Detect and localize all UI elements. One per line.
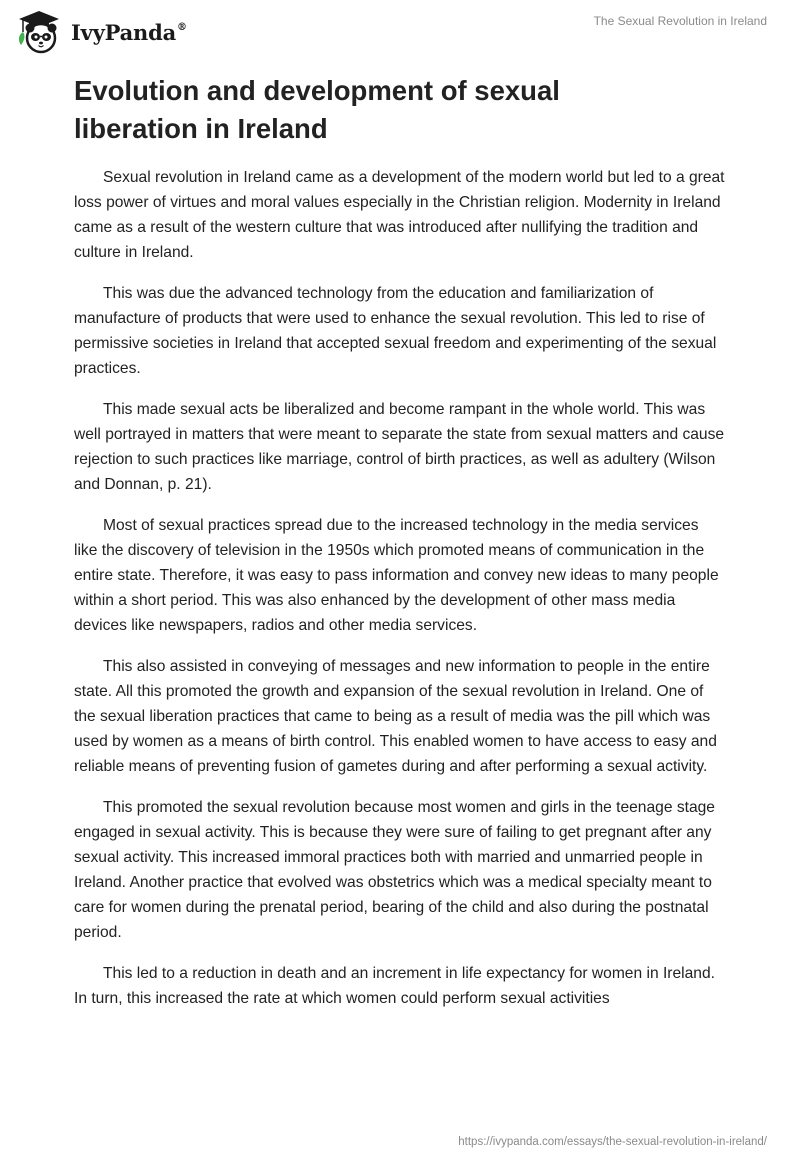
logo-text: IvyPanda (71, 19, 177, 45)
paragraph-3: This made sexual acts be liberalized and become rampant in the whole world. This was well portrayed in matters that were meant to separate the state from sexual matters and cause rejection to such practices like marriage, control of birth practices, as well as adultery (Wilson and Donnan, p. 21). (74, 401, 725, 493)
ivypanda-logo[interactable] (15, 8, 187, 56)
paragraph-6: This promoted the sexual revolution because most women and girls in the teenage stage engaged in sexual activity. This is because they were sure of failing to get pregnant after any sexual activity. This increased immoral practices both with married and unmarried people in Ireland. Another practice that evolved was obstetrics which was a medical specialty meant to care for women during the prenatal period, bearing of the child and also during the postnatal period. (74, 799, 715, 941)
paragraph-4: Most of sexual practices spread due to the increased technology in the media services like the discovery of television in the 1950s which promoted means of communication in the entire state. Therefore, it was easy to pass information and convey new ideas to many people within a short period. This was also enhanced by the development of other mass media devices like newspapers, radios and other media services. (74, 517, 719, 634)
source-url[interactable]: https://ivypanda.com/essays/the-sexual-revolution-in-ireland/ (458, 1136, 767, 1148)
page-header (0, 0, 800, 60)
article-title: Evolution and development of sexual liberation in Ireland (74, 75, 560, 144)
article-body (74, 72, 726, 1027)
registered-mark: ® (177, 21, 187, 33)
running-title: The Sexual Revolution in Ireland (593, 14, 767, 28)
paragraph-2: This was due the advanced technology from the education and familiarization of manufacture of products that were used to enhance the sexual revolution. This led to rise of permissive societies in Ireland that accepted sexual freedom and experimenting of the sexual practices. (74, 285, 717, 377)
logo-wordmark (71, 20, 187, 45)
panda-graduate-icon (15, 8, 63, 56)
paragraph-1: Sexual revolution in Ireland came as a development of the modern world but led to a great loss power of virtues and moral values especially in the Christian religion. Modernity in Ireland came as a result of the western culture that was introduced after nullifying the tradition and culture in Ireland. (74, 169, 725, 261)
paragraph-7: This led to a reduction in death and an increment in life expectancy for women in Ireland. In turn, this increased the rate at which women could perform sexual activities (74, 965, 715, 1007)
paragraph-5: This also assisted in conveying of messages and new information to people in the entire state. All this promoted the growth and expansion of the sexual revolution in Ireland. One of the sexual liberation practices that came to being as a result of media was the pill which was used by women as a means of birth control. This enabled women to have access to easy and reliable means of preventing fusion of gametes during and after performing a sexual activity. (74, 658, 717, 775)
